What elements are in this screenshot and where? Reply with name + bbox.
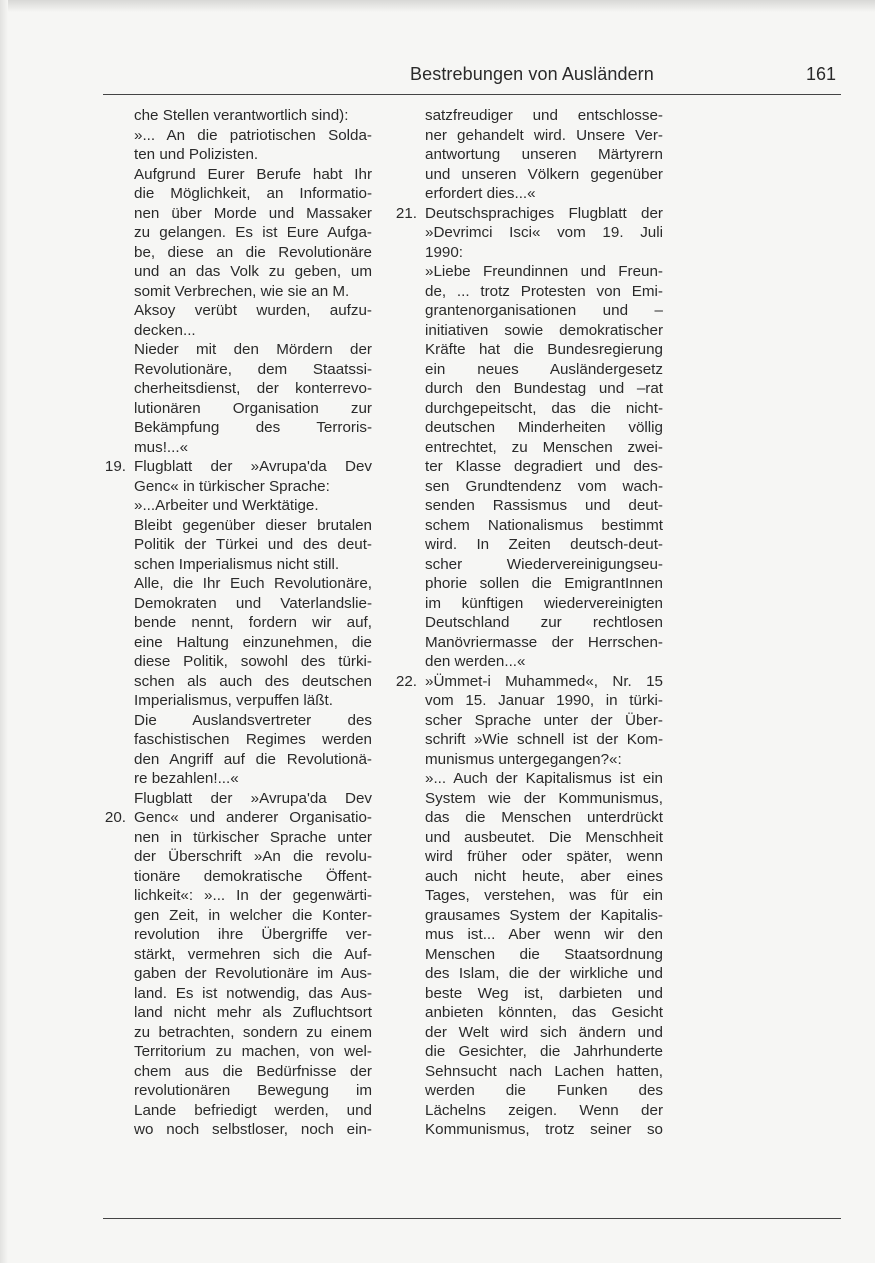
right-column-line: grausames System der Kapitalis-	[425, 906, 663, 924]
left-column-line: und an das Volk zu geben, um	[134, 263, 372, 280]
right-column-line: entrechtet, zu Menschen zwei-	[425, 438, 663, 456]
item-number-19: 19.	[104, 458, 126, 475]
right-column-line: munismus untergegangen?«:	[425, 750, 622, 768]
left-column-line: Revolutionäre, dem Staatssi-	[134, 360, 372, 378]
right-column-line: »Ümmet-i Muhammed«, Nr. 15	[425, 672, 663, 690]
left-column-line: ten und Polizisten.	[134, 146, 259, 163]
left-column-line: Flugblatt der »Avrupa'da Dev	[134, 458, 372, 475]
left-column-line: »...Arbeiter und Werktätige.	[134, 497, 319, 514]
right-column-line: Sehnsucht nach Lachen hatten,	[425, 1062, 663, 1080]
right-column-line: im künftigen wiedervereinigten	[425, 594, 663, 612]
left-column-line: schen Imperialismus nicht still.	[134, 555, 340, 573]
right-column-line: Deutschland zur rechtlosen	[425, 614, 663, 631]
right-column-line: die Gesichter, die Jahrhunderte	[425, 1043, 663, 1060]
left-column-line: re bezahlen!...«	[134, 770, 239, 787]
left-column-line: be, diese an die Revolutionäre	[134, 243, 372, 261]
right-column-line: werden die Funken des	[425, 1082, 663, 1099]
header-rule	[103, 94, 841, 95]
right-column-line: Menschen die Staatsordnung	[425, 945, 663, 963]
right-column-line: phorie sollen die EmigrantInnen	[425, 575, 663, 592]
right-column-line: ner gehandelt wird. Unsere Ver-	[425, 126, 663, 144]
left-column-line: lichkeit«: »... In der gegenwärti-	[134, 887, 372, 904]
right-column-line: ter Klasse degradiert und des-	[425, 458, 663, 475]
right-column-line: Kommunismus, trotz seiner so	[425, 1121, 663, 1138]
left-column-line: wo noch selbstloser, noch ein-	[134, 1121, 372, 1138]
left-text-column	[134, 106, 372, 1140]
right-column-line: Deutschsprachiges Flugblatt der	[425, 204, 663, 222]
right-column-line: scher Wiedervereinigungseu-	[425, 555, 663, 573]
right-column-line: »Devrimci Isci« vom 19. Juli	[425, 224, 663, 241]
right-column-line: Kräfte hat die Bundesregierung	[425, 341, 663, 358]
right-column-line: der Welt wird sich ändern und	[425, 1023, 663, 1041]
right-column-line: Tages, verstehen, was für ein	[425, 887, 663, 904]
left-column-line: tionäre demokratische Öffent-	[134, 867, 372, 885]
left-column-line: nen in türkischer Sprache unter	[134, 828, 372, 846]
left-column-line: zu gelangen. Es ist Eure Aufga-	[134, 224, 372, 241]
right-column-line: grantenorganisationen und –	[425, 302, 663, 319]
left-column-line: mus!...«	[134, 438, 189, 456]
right-column-line: scher Sprache unter der Über-	[425, 711, 663, 729]
left-column-line: revolution ihre Übergriffe ver-	[134, 926, 372, 943]
right-column-line: mus ist... Aber wenn wir den	[425, 926, 663, 943]
left-column-line: Lande befriedigt werden, und	[134, 1101, 372, 1119]
right-column-line: des Islam, die der wirkliche und	[425, 965, 663, 982]
left-column-line: diese Politik, sowohl des türki-	[134, 653, 372, 670]
scan-shadow-left	[0, 0, 8, 1263]
left-column-line: bende nennt, fordern wir auf,	[134, 614, 372, 631]
right-column-line: auch nicht heute, aber eines	[425, 867, 663, 885]
left-column-line: Die Auslandsvertreter des	[134, 711, 372, 729]
right-column-line: ein neues Ausländergesetz	[425, 360, 663, 378]
right-column-line: durchgepeitscht, das die nicht-	[425, 399, 663, 417]
left-column-line: den Angriff auf die Revolutionä-	[134, 750, 372, 768]
right-column-line: System wie der Kommunismus,	[425, 789, 663, 807]
left-column-line: »... An die patriotischen Solda-	[134, 126, 372, 144]
right-column-line: satzfreudiger und entschlosse-	[425, 107, 663, 124]
right-column-line: deutschen Minderheiten völlig	[425, 419, 663, 436]
left-column-line: decken...	[134, 321, 196, 339]
left-column-line: Imperialismus, verpuffen läßt.	[134, 692, 333, 709]
left-column-line: lutionären Organisation zur	[134, 399, 372, 417]
left-column-line: Flugblatt der »Avrupa'da Dev	[134, 789, 372, 807]
right-column-line: schem Nationalismus bestimmt	[425, 516, 663, 534]
left-column-line: schen als auch des deutschen	[134, 672, 372, 690]
left-column-line: chem aus die Bedürfnisse der	[134, 1062, 372, 1080]
right-column-line: das die Menschen unterdrückt	[425, 809, 663, 826]
right-column-line: und ausbeutet. Die Menschheit	[425, 828, 663, 846]
page-number: 161	[806, 64, 837, 84]
left-column-line: Territorium zu machen, von wel-	[134, 1043, 372, 1060]
right-column-line: sen Grundtendenz vom wach-	[425, 477, 663, 495]
left-column-line: eine Haltung einzunehmen, die	[134, 633, 372, 651]
right-column-line: »... Auch der Kapitalismus ist ein	[425, 770, 663, 787]
left-column-line: Aufgrund Eurer Berufe habt Ihr	[134, 165, 372, 183]
left-column-line: die Möglichkeit, an Informatio-	[134, 185, 372, 202]
left-column-line: Bekämpfung des Terroris-	[134, 419, 372, 436]
right-column-line: beste Weg ist, darbieten und	[425, 984, 663, 1002]
right-column-line: vom 15. Januar 1990, in türki-	[425, 692, 663, 709]
scan-shadow-top	[0, 0, 875, 12]
right-column-line: Manövriermasse der Herrschen-	[425, 633, 663, 651]
left-column-line: Bleibt gegenüber dieser brutalen	[134, 516, 372, 534]
left-column-line: Nieder mit den Mördern der	[134, 341, 372, 358]
left-column-line: land. Es ist notwendig, das Aus-	[134, 984, 372, 1002]
right-column-line: erfordert dies...«	[425, 185, 536, 202]
right-column-line: de, ... trotz Protesten von Emi-	[425, 282, 663, 300]
left-column-line: Alle, die Ihr Euch Revolutionäre,	[134, 575, 372, 592]
right-column-line: »Liebe Freundinnen und Freun-	[425, 263, 663, 280]
right-text-column	[425, 106, 663, 1140]
item-number-21: 21.	[395, 205, 417, 222]
right-column-line: Lächelns zeigen. Wenn der	[425, 1101, 663, 1119]
right-column-line: antwortung unseren Märtyrern	[425, 146, 663, 163]
left-column-line: nen über Morde und Massaker	[134, 204, 372, 222]
right-column-line: den werden...«	[425, 653, 526, 670]
right-column-line: durch den Bundestag und –rat	[425, 380, 663, 397]
left-column-line: somit Verbrechen, wie sie an M.	[134, 282, 350, 300]
left-column-line: land nicht mehr als Zufluchtsort	[134, 1004, 372, 1021]
left-column-line: gaben der Revolutionäre im Aus-	[134, 965, 372, 982]
left-column-line: che Stellen verantwortlich sind):	[134, 107, 349, 124]
item-number-22: 22.	[395, 673, 417, 690]
left-column-line: Aksoy verübt wurden, aufzu-	[134, 302, 372, 319]
left-column-line: Genc« und anderer Organisatio-	[134, 809, 372, 826]
right-column-line: senden Rassismus und deut-	[425, 497, 663, 514]
left-column-line: der Überschrift »An die revolu-	[134, 848, 372, 865]
right-column-line: anbieten könnten, das Gesicht	[425, 1004, 663, 1021]
left-column-line: Politik der Türkei und des deut-	[134, 536, 372, 553]
left-column-line: Genc« in türkischer Sprache:	[134, 477, 330, 495]
footer-rule	[103, 1218, 841, 1219]
right-column-line: und unseren Völkern gegenüber	[425, 165, 663, 183]
left-column-line: Demokraten und Vaterlandslie-	[134, 594, 372, 612]
right-column-line: 1990:	[425, 243, 464, 261]
right-column-line: schrift »Wie schnell ist der Kom-	[425, 731, 663, 748]
right-column-line: initiativen sowie demokratischer	[425, 321, 663, 339]
right-column-line: wird. In Zeiten deutsch-deut-	[425, 536, 663, 553]
left-column-line: revolutionären Bewegung im	[134, 1082, 372, 1099]
left-column-line: gen Zeit, in welcher die Konter-	[134, 906, 372, 924]
left-column-line: faschistischen Regimes werden	[134, 731, 372, 748]
right-column-line: wird früher oder später, wenn	[425, 848, 663, 865]
item-number-20: 20.	[104, 809, 126, 826]
running-head: Bestrebungen von Ausländern	[410, 64, 654, 84]
left-column-line: cherheitsdienst, der konterrevo-	[134, 380, 372, 397]
left-column-line: zu betrachten, sondern zu einem	[134, 1023, 372, 1041]
left-column-line: stärkt, vermehren sich die Auf-	[134, 945, 372, 963]
